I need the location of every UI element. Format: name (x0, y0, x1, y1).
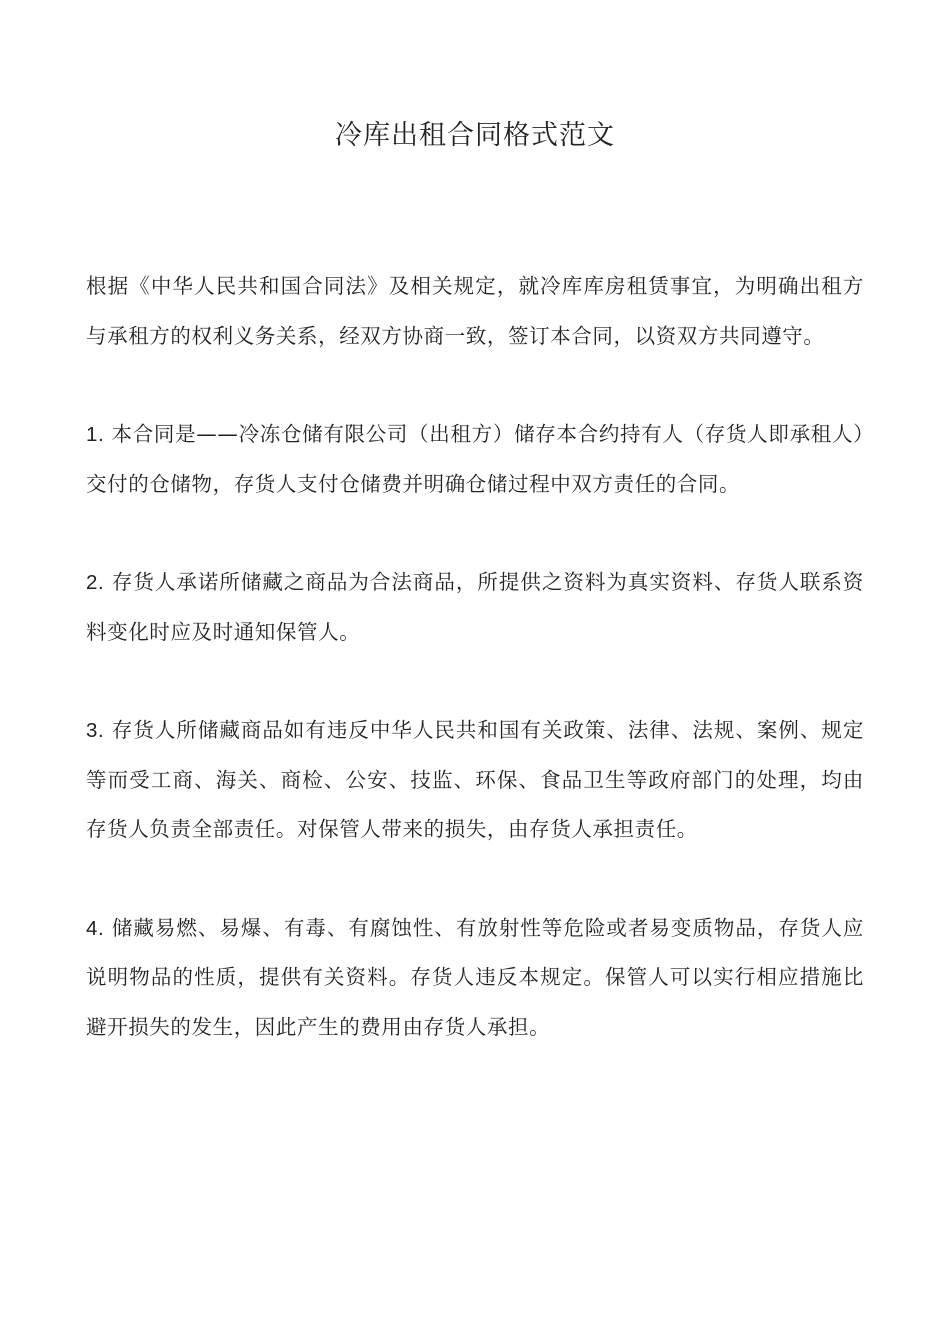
clause-number: 1. (86, 423, 105, 446)
clause-number: 4. (86, 916, 105, 940)
clause-4 (86, 904, 864, 1053)
clause-text: 存货人承诺所储藏之商品为合法商品，所提供之资料为真实资料、存货人联系资料变化时应及时通知保管人。 (86, 570, 865, 644)
clause-text: 存货人所储藏商品如有违反中华人民共和国有关政策、法律、法规、案例、规定等而受工商、海关、商检、公安、技监、环保、食品卫生等政府部门的处理，均由存货人负责全部责任。对保管人带来的损失，由存货人承担责任。 (86, 718, 865, 841)
clause-text: 储藏易燃、易爆、有毒、有腐蚀性、有放射性等危险或者易变质物品，存货人应说明物品的性质，提供有关资料。存货人违反本规定。保管人可以实行相应措施比避开损失的发生，因此产生的费用由存货人承担。 (86, 915, 865, 1039)
clause-number: 2. (86, 571, 105, 594)
intro-paragraph: 根据《中华人民共和国合同法》及相关规定，就冷库库房租赁事宜，为明确出租方与承租方的权利义务关系，经双方协商一致，签订本合同，以资双方共同遵守。 (86, 274, 864, 348)
clause-2 (86, 558, 864, 657)
clause-text: 本合同是——冷冻仓储有限公司（出租方）储存本合约持有人（存货人即承租人）交付的仓储物，存货人支付仓储费并明确仓储过程中双方责任的合同。 (86, 422, 864, 496)
clause-1 (86, 410, 864, 509)
clause-3 (86, 706, 864, 855)
document-title: 冷库出租合同格式范文 (335, 120, 615, 151)
clause-number: 3. (86, 719, 105, 742)
document-body (86, 262, 864, 1101)
